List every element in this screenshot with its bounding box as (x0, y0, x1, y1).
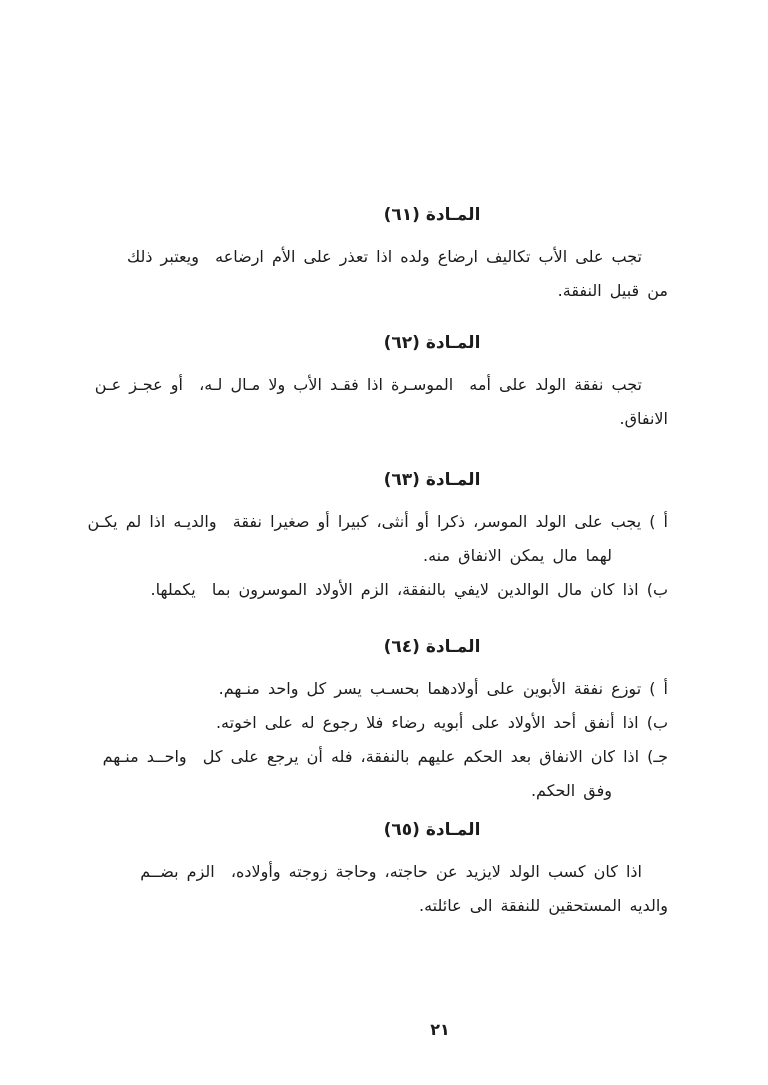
article-62-heading: المـادة (٦٢) (383, 333, 481, 353)
article-64-clause-a: أ ) توزع نفقة الأبوين على أولادهما بحسـب يسر كل واحد منـهم. (218, 679, 668, 698)
article-61 (100, 203, 668, 308)
article-64-clause-c-line-1: جـ) اذا كان الانفاق بعد الحكم عليهم بالنفقة، فله أن يرجع على كل واحــد منـهم (102, 747, 668, 766)
page-number: ٢١ (430, 1020, 450, 1039)
article-65-line-2: والديه المستحقين للنفقة الى عائلته. (418, 896, 668, 915)
article-62 (94, 331, 668, 436)
article-63-clause-a-line-2: لهما مال يمكن الانفاق منه. (423, 546, 612, 565)
article-63 (87, 468, 668, 607)
article-61-line-2: من قبيل النفقة. (557, 281, 668, 300)
article-65-heading: المـادة (٦٥) (383, 820, 481, 840)
article-64 (100, 635, 668, 808)
article-63-clause-b: ب) اذا كان مال الوالدين لايفي بالنفقة، الزم الأولاد الموسرون بما يكملها. (150, 580, 668, 599)
article-64-clause-c-line-2: وفق الحكم. (530, 781, 612, 800)
article-61-heading: المـادة (٦١) (383, 205, 481, 225)
article-64-clause-b: ب) اذا أنفق أحد الأولاد على أبويه رضاء فلا رجوع له على اخوته. (215, 713, 668, 732)
article-64-heading: المـادة (٦٤) (383, 637, 481, 657)
article-65 (100, 818, 668, 923)
article-63-clause-a-line-1: أ ) يجب على الولد الموسر، ذكرا أو أنثى، كبيرا أو صغيرا نفقة والديـه اذا لم يكـن (87, 512, 668, 531)
article-63-heading: المـادة (٦٣) (383, 470, 481, 490)
article-62-line-1: تجب نفقة الولد على أمه الموسـرة اذا فقـد الأب ولا مـال لـه، أو عجـز عـن (94, 375, 642, 394)
article-65-line-1: اذا كان كسب الولد لايزيد عن حاجته، وحاجة زوجته وأولاده، الزم بضــم (140, 862, 642, 881)
article-61-line-1: تجب على الأب تكاليف ارضاع ولده اذا تعذر على الأم ارضاعه ويعتبر ذلك (126, 247, 642, 266)
article-62-line-2: الانفاق. (619, 409, 668, 428)
